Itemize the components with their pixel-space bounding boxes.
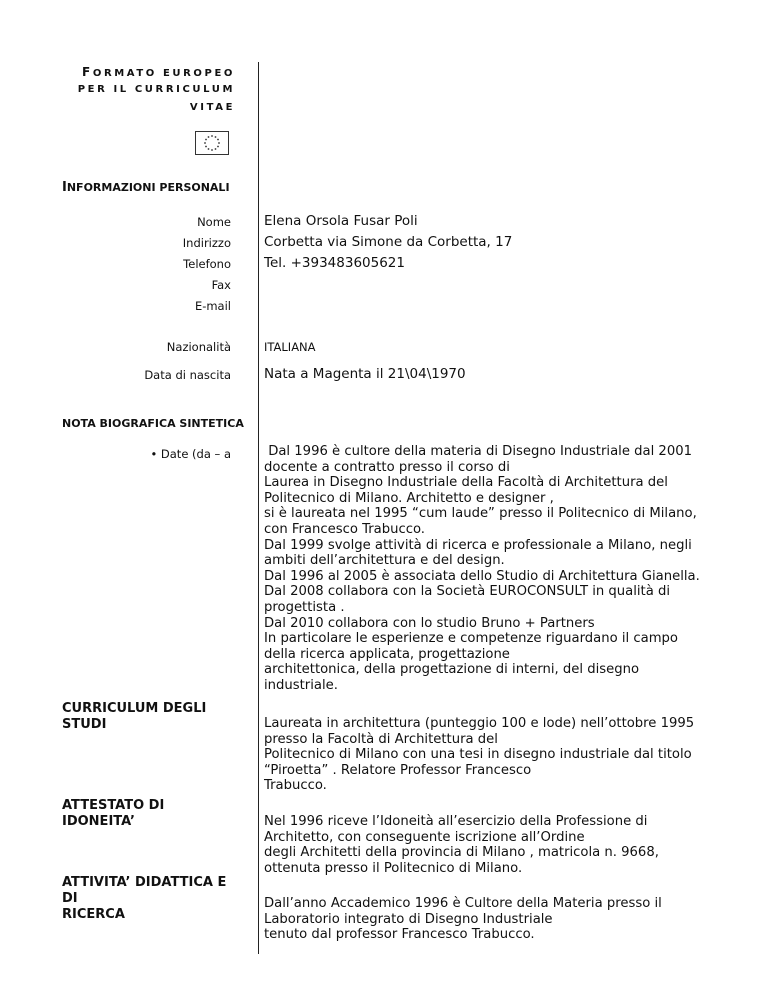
nationality-value: ITALIANA [264,340,316,354]
bio-line: industriale. [264,677,338,693]
studies-line: Politecnico di Milano con una tesi in disegno industriale dal titolo [264,747,692,763]
cv-format-title-line1: FORMATO EUROPEO [82,65,235,79]
section-personal-info: INFORMAZIONI PERSONALI [62,180,230,195]
studies-line: Laureata in architettura (punteggio 100 e lode) nell’ottobre 1995 [264,716,695,731]
birth-label: Data di nascita [144,368,231,382]
certificate-line: ottenuta presso il Politecnico di Milano. [264,860,523,876]
bio-line: si è laureata nel 1995 “cum laude” presso il Politecnico di Milano, [264,506,697,522]
teaching-line: Laboratorio integrato di Disegno Industriale [264,911,553,927]
bio-line: Dal 1996 è cultore della materia di Disegno Industriale dal 2001 [264,444,692,459]
bio-line: docente a contratto presso il corso di [264,459,510,475]
bio-line: architettonica, della progettazione di interni, del disegno [264,662,640,678]
address-label: Indirizzo [182,236,231,250]
name-label: Nome [197,215,231,229]
studies-line: Trabucco. [264,778,327,794]
section-teaching [62,875,237,923]
teaching-paragraph [264,896,714,943]
certificate-line: degli Architetti della provincia di Milano , matricola n. 9668, [264,845,659,861]
section-certificate: ATTESTATO DI IDONEITA’ [62,798,165,829]
nationality-label: Nazionalità [166,340,231,354]
bio-line: Dal 1996 al 2005 è associata dello Studio di Architettura Gianella. [264,568,700,584]
certificate-line: Architetto, con conseguente iscrizione all’Ordine [264,829,585,845]
phone-value: Tel. +393483605621 [264,255,405,271]
email-label: E-mail [194,299,231,313]
certificate-line: Nel 1996 riceve l’Idoneità all’esercizio della Professione di [264,814,648,829]
date-label: • Date (da – a [150,447,231,461]
teaching-line: Dall’anno Accademico 1996 è Cultore della Materia presso il [264,896,662,911]
bio-line: ambiti dell’architettura e del design. [264,553,505,569]
name-value: Elena Orsola Fusar Poli [264,213,418,229]
cv-format-title-line3: VITAE [189,102,235,113]
bio-paragraph [264,444,714,694]
bio-line: Politecnico di Milano. Architetto e designer , [264,490,554,506]
teaching-line: tenuto dal professor Francesco Trabucco. [264,927,535,943]
bio-line: della ricerca applicata, progettazione [264,646,510,662]
birth-value: Nata a Magenta il 21\04\1970 [264,366,466,382]
section-bio: NOTA BIOGRAFICA SINTETICA [62,417,244,430]
studies-line: presso la Facoltà di Architettura del [264,731,498,747]
bio-line: Dal 2008 collabora con la Società EUROCONSULT in qualità di [264,584,671,600]
studies-line: “Piroetta” . Relatore Professor Francesco [264,762,532,778]
bio-line: Dal 1999 svolge attività di ricerca e professionale a Milano, negli [264,537,692,553]
cv-format-title-line2: PER IL CURRICULUM [77,84,235,95]
address-value: Corbetta via Simone da Corbetta, 17 [264,234,513,250]
phone-label: Telefono [183,257,231,271]
bio-line: Dal 2010 collabora con lo studio Bruno + Partners [264,615,595,631]
bio-line: progettista . [264,599,345,615]
section-studies: CURRICULUM DEGLI STUDI [62,701,207,732]
certificate-paragraph [264,814,714,876]
fax-label: Fax [211,278,231,292]
column-divider [258,62,259,954]
section-teaching-line2: RICERCA [62,907,125,922]
bio-line: In particolare le esperienze e competenze riguardano il campo [264,631,678,647]
studies-paragraph [264,716,714,794]
section-teaching-line1: ATTIVITA’ DIDATTICA E DI [62,875,227,906]
eu-flag-icon [195,131,229,155]
bio-line: Laurea in Disegno Industriale della Facoltà di Architettura del [264,475,668,491]
bio-line: con Francesco Trabucco. [264,521,425,537]
